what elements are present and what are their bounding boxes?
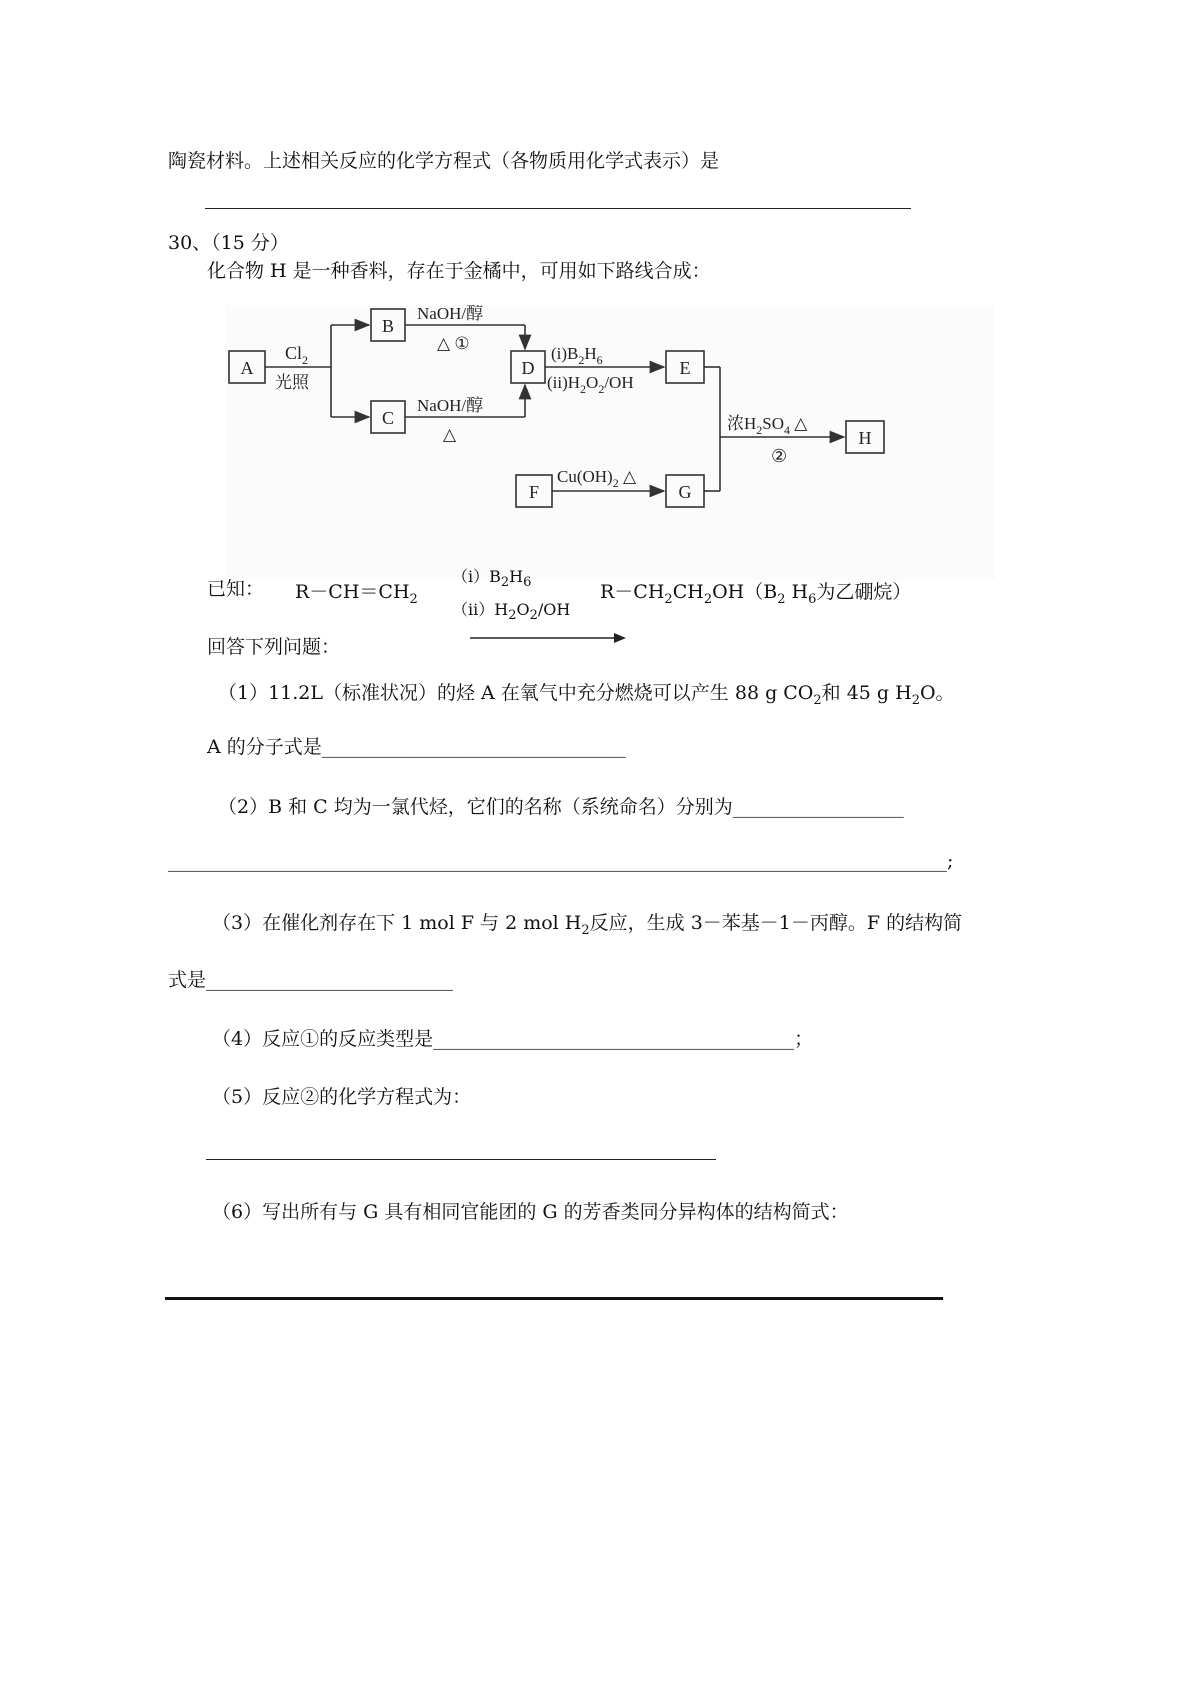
label-h2o2-oh: $(ii)H_2O_2/OH$	[547, 373, 634, 396]
label-circle-2: ②	[771, 446, 788, 466]
q3-line2[interactable]: 式是__________________________	[168, 969, 454, 991]
node-D: D	[521, 358, 535, 378]
known-reaction-arrow	[468, 617, 628, 659]
label-light: 光照	[275, 373, 309, 392]
label-naoh-alcohol-1: NaOH/醇	[417, 305, 484, 323]
section-divider	[165, 1297, 943, 1300]
answer-prompt: 回答下列问题：	[207, 636, 341, 658]
node-B: B	[381, 316, 395, 336]
label-naoh-alcohol-2: NaOH/醇	[417, 396, 484, 415]
node-C: C	[381, 408, 395, 428]
node-E: E	[679, 358, 691, 378]
node-H: H	[858, 428, 872, 448]
question-stem: 化合物 H 是一种香料，存在于金橘中，可用如下路线合成：	[207, 260, 711, 282]
q2-line2[interactable]: __________________________________________________________________________________;	[168, 850, 954, 872]
known-reactant: $R-CH=CH_2$	[295, 581, 418, 607]
known-product: $R-CH_2CH_2OH(B_2$ $H_6$为乙硼烷）	[600, 581, 912, 607]
label-cl2: $Cl_2$	[285, 343, 309, 367]
label-cuoh2: $Cu(OH)_2$ △	[557, 467, 637, 490]
intro-text: 陶瓷材料。上述相关反应的化学方程式（各物质用化学式表示）是	[168, 150, 720, 172]
synthesis-route-diagram	[225, 305, 995, 580]
q1-line1: （1）11.2L（标准状况）的烃 A 在氧气中充分燃烧可以产生 88 g $CO_2$和 45 g $H_2O$。	[218, 682, 955, 708]
node-G: G	[678, 482, 692, 502]
answer-line-q5[interactable]	[206, 1159, 716, 1160]
label-delta-1: △ ①	[437, 334, 470, 353]
known-condition-top: $(i)B_2H_6$	[452, 567, 532, 591]
answer-line-intro	[205, 208, 911, 209]
q2-line1[interactable]: （2）B 和 C 均为一氯代烃，它们的名称（系统命名）分别为__________________	[218, 796, 904, 818]
q1-line2[interactable]: A 的分子式是________________________________	[207, 736, 626, 758]
q3-line1: （3）在催化剂存在下 1 mol F 与 2 mol $H_2$反应，生成 3－苯基－1－丙醇。F 的结构简	[212, 912, 963, 938]
q4-text[interactable]: （4）反应①的反应类型是______________________________________；	[212, 1028, 814, 1050]
label-conc-h2so4: 浓$H_2SO_4$ △	[727, 414, 808, 437]
known-prefix: 已知：	[207, 578, 265, 600]
question-number: 30、（15 分）	[168, 232, 289, 254]
node-F: F	[528, 482, 540, 502]
known-condition-bottom: $(ii)H_2O_2/OH$	[452, 600, 571, 624]
label-b2h6: $(i)B_2H_6$	[551, 344, 603, 367]
q6-text: （6）写出所有与 G 具有相同官能团的 G 的芳香类同分异构体的结构简式：	[212, 1201, 849, 1223]
label-delta-2: △	[443, 425, 457, 444]
node-A: A	[240, 358, 254, 378]
q5-text: （5）反应②的化学方程式为：	[212, 1086, 472, 1108]
